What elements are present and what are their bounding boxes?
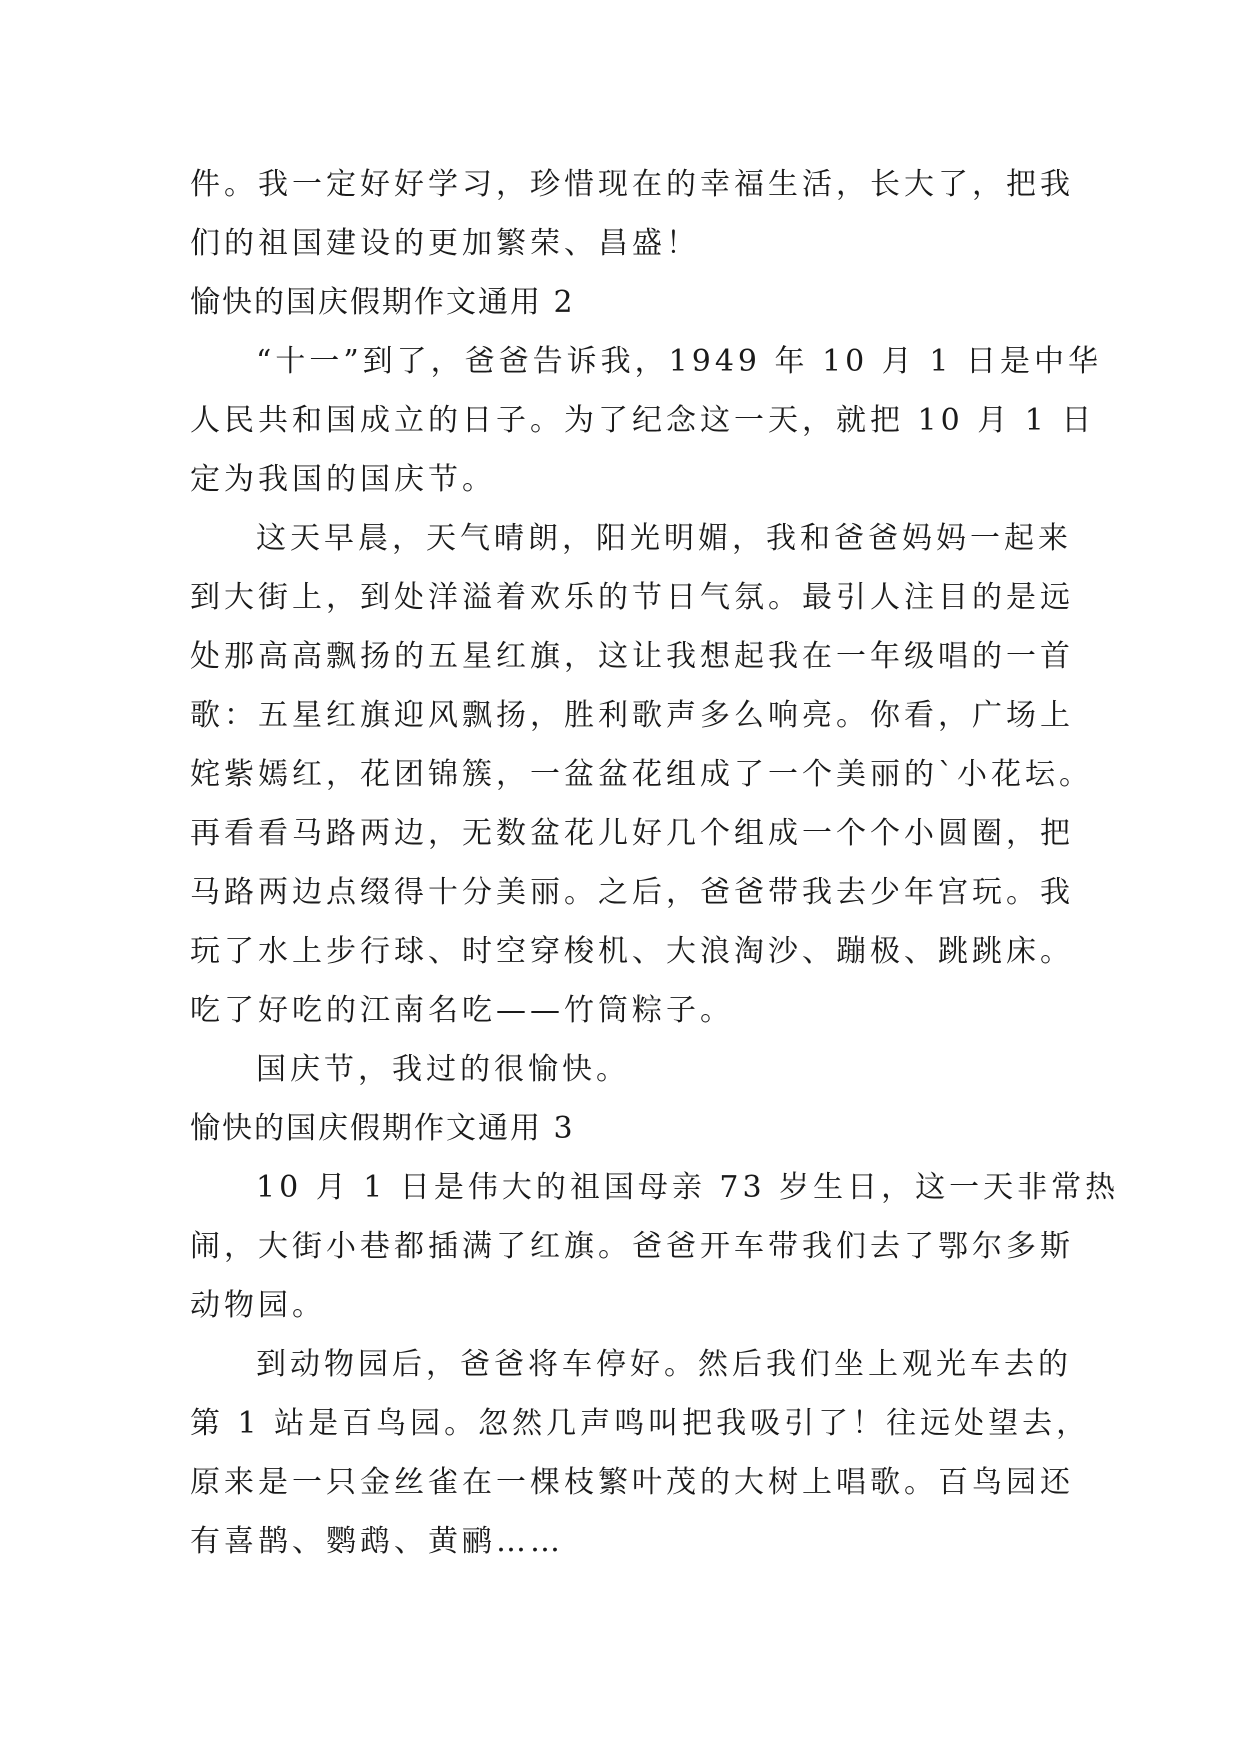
text-line: 到大街上，到处洋溢着欢乐的节日气氛。最引人注目的是远 <box>190 580 1074 615</box>
text-line: 动物园。 <box>190 1288 326 1323</box>
text-line: 人民共和国成立的日子。为了纪念这一天，就把 10 月 1 日 <box>190 403 1096 438</box>
text-line: 有喜鹊、鹦鹉、黄鹂…… <box>190 1524 564 1559</box>
text-line: 国庆节，我过的很愉快。 <box>256 1052 630 1087</box>
text-line: 原来是一只金丝雀在一棵枝繁叶茂的大树上唱歌。百鸟园还 <box>190 1465 1074 1500</box>
text-line: 再看看马路两边，无数盆花儿好几个组成一个个小圆圈，把 <box>190 816 1074 851</box>
section-heading: 愉快的国庆假期作文通用 3 <box>190 1111 575 1146</box>
text-line: 吃了好吃的江南名吃——竹筒粽子。 <box>190 993 734 1028</box>
text-line: 们的祖国建设的更加繁荣、昌盛！ <box>190 226 700 261</box>
text-line: 马路两边点缀得十分美丽。之后，爸爸带我去少年宫玩。我 <box>190 875 1074 910</box>
text-line: 处那高高飘扬的五星红旗，这让我想起我在一年级唱的一首 <box>190 639 1074 674</box>
section-heading: 愉快的国庆假期作文通用 2 <box>190 285 575 320</box>
document-page <box>190 155 1120 1571</box>
text-line: 这天早晨，天气晴朗，阳光明媚，我和爸爸妈妈一起来 <box>256 521 1072 556</box>
text-line: “十一”到了，爸爸告诉我，1949 年 10 月 1 日是中华 <box>256 344 1102 379</box>
text-line: 第 1 站是百鸟园。忽然几声鸣叫把我吸引了！往远处望去， <box>190 1406 1091 1441</box>
text-line: 10 月 1 日是伟大的祖国母亲 73 岁生日，这一天非常热 <box>256 1170 1120 1205</box>
text-line: 定为我国的国庆节。 <box>190 462 496 497</box>
text-line: 玩了水上步行球、时空穿梭机、大浪淘沙、蹦极、跳跳床。 <box>190 934 1074 969</box>
text-line: 到动物园后，爸爸将车停好。然后我们坐上观光车去的 <box>256 1347 1072 1382</box>
text-line: 歌：五星红旗迎风飘扬，胜利歌声多么响亮。你看，广场上 <box>190 698 1074 733</box>
text-line: 姹紫嫣红，花团锦簇，一盆盆花组成了一个美丽的`小花坛。 <box>190 757 1093 792</box>
text-line: 件。我一定好好学习，珍惜现在的幸福生活，长大了，把我 <box>190 167 1074 202</box>
text-line: 闹，大街小巷都插满了红旗。爸爸开车带我们去了鄂尔多斯 <box>190 1229 1074 1264</box>
